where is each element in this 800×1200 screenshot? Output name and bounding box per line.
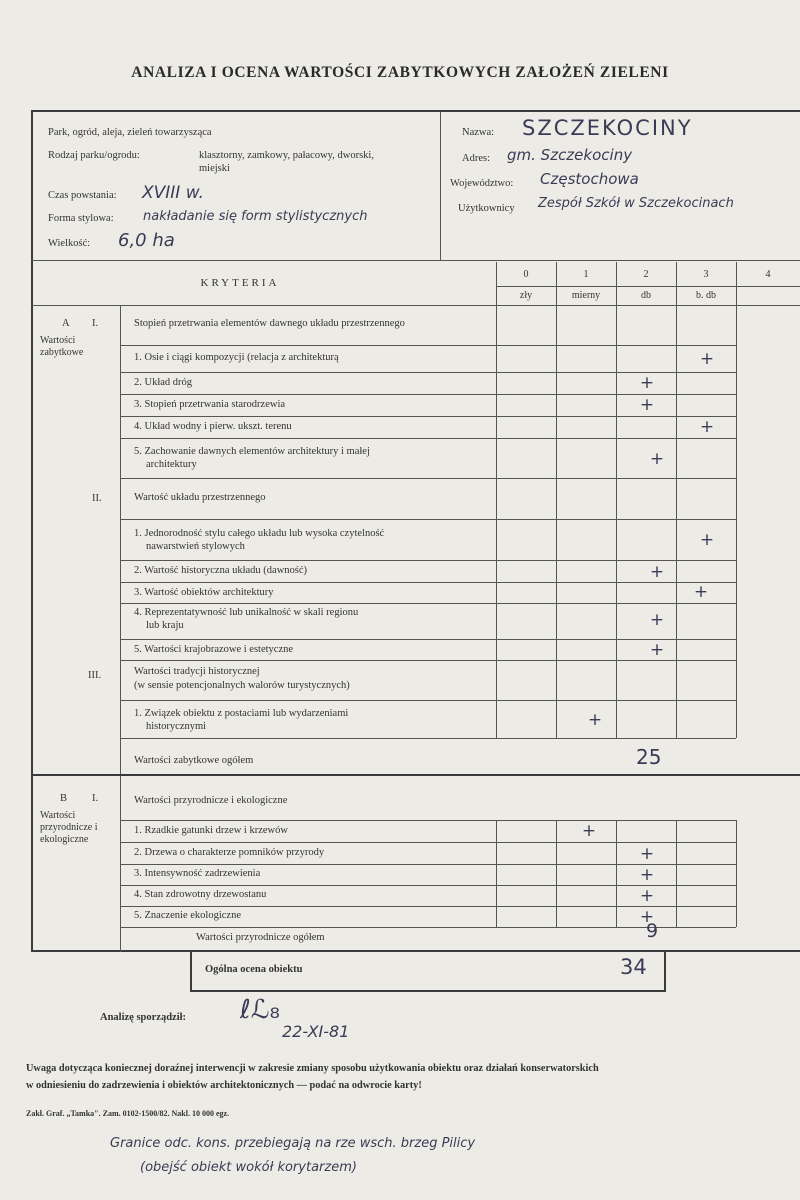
label-column-line (120, 305, 121, 952)
row-line (120, 438, 736, 439)
col-line-3 (676, 262, 677, 738)
score-label-0: zły (519, 290, 533, 301)
col-line-b4 (736, 820, 737, 927)
row-1-5: 5. Zachowanie dawnych elementów architektury i małej (134, 446, 370, 457)
score-1: 1 (583, 269, 589, 280)
row-line (120, 842, 736, 843)
row-1-1: 1. Osie i ciągi kompozycji (relacja z architekturą (134, 352, 339, 363)
wielkosc-value: 6,0 ha (118, 230, 175, 251)
group-1-title: Stopień przetrwania elementów dawnego układu przestrzennego (134, 318, 405, 329)
mark-row-b-1: + (581, 821, 597, 841)
row-2-1: 1. Jednorodność stylu całego układu lub wysoka czytelność (134, 528, 385, 539)
col-line-0 (496, 262, 497, 738)
zabytkowe-total-label: Wartości zabytkowe ogółem (134, 755, 254, 766)
section-divider (31, 774, 800, 776)
section-a-letter: A (62, 318, 70, 329)
row-line (120, 660, 736, 661)
section-a-roman-3: III. (88, 670, 102, 681)
row-line (120, 927, 736, 928)
adres-value: gm. Szczekociny (507, 146, 633, 164)
score-label-3: b. db (696, 290, 716, 301)
wojewodztwo-label: Województwo: (450, 178, 514, 189)
print-info: Zakł. Graf. „Tamka". Zam. 0102-1500/82. Nakl. 10 000 egz. (26, 1109, 230, 1118)
score-3: 3 (703, 269, 709, 280)
forma-label: Forma stylowa: (48, 213, 114, 224)
score-label-1: mierny (571, 290, 601, 301)
nazwa-value: SZCZEKOCINY (522, 116, 693, 140)
wojewodztwo-value: Częstochowa (540, 170, 639, 188)
row-b-2: 2. Drzewa o charakterze pomników przyrody (134, 847, 325, 858)
rodzaj-label: Rodzaj parku/ogrodu: (48, 150, 140, 161)
row-2-1b: nawarstwień stylowych (146, 541, 245, 552)
mark-row-2-2: + (649, 562, 665, 582)
row-1-2: 2. Układ dróg (134, 377, 193, 388)
row-3-1: 1. Związek obiektu z postaciami lub wydarzeniami (134, 708, 349, 719)
ogolna-label: Ogólna ocena obiektu (205, 964, 303, 975)
col-line-2 (616, 262, 617, 738)
czas-label: Czas powstania: (48, 190, 117, 201)
signature-mark: ℓℒ₈ (240, 995, 280, 1025)
row-b-3: 3. Intensywność zadrzewienia (134, 868, 261, 879)
col-line-1 (556, 262, 557, 738)
row-line (120, 582, 736, 583)
uzytkownicy-value: Zespół Szkół w Szczekocinach (538, 196, 734, 211)
mark-row-b-3: + (639, 865, 655, 885)
header-divider (440, 112, 441, 260)
signature-date: 22-XI-81 (282, 1022, 350, 1041)
mark-row-1-1: + (699, 349, 715, 369)
uwaga-line-1: Uwaga dotycząca koniecznej doraźnej interwencji w zakresie zmiany sposobu użytkowania obiektu oraz działań konserwatorskich (26, 1063, 599, 1074)
col-line-b1 (556, 820, 557, 927)
row-2-4: 4. Reprezentatywność lub unikalność w skali regionu (134, 607, 359, 618)
score-header-divider (496, 286, 800, 287)
page-title: ANALIZA I OCENA WARTOŚCI ZABYTKOWYCH ZAŁOŻEŃ ZIELENI (131, 64, 669, 81)
row-line (120, 700, 736, 701)
row-b-1: 1. Rzadkie gatunki drzew i krzewów (134, 825, 288, 836)
mark-row-2-3: + (693, 582, 709, 602)
row-line (120, 416, 736, 417)
score-2: 2 (643, 269, 649, 280)
section-a-name: Wartości zabytkowe (40, 335, 84, 358)
section-b-letter: B (60, 793, 68, 804)
handwritten-note-2: (obejść obiekt wokół korytarzem) (140, 1160, 357, 1175)
row-line (120, 603, 736, 604)
col-line-4 (736, 262, 737, 738)
przyrodnicze-total-value: 9 (646, 920, 659, 942)
section-a-roman-2: II. (92, 493, 102, 504)
row-1-3: 3. Stopień przetrwania starodrzewia (134, 399, 286, 410)
col-line-b0 (496, 820, 497, 927)
score-0: 0 (523, 269, 529, 280)
group-3-title: Wartości tradycji historycznej (134, 666, 260, 677)
group-3-subtitle: (w sensie potencjonalnych walorów turystycznych) (134, 680, 350, 691)
mark-row-1-4: + (699, 417, 715, 437)
row-line (120, 345, 736, 346)
row-1-5b: architektury (146, 459, 197, 470)
mark-row-1-2: + (639, 373, 655, 393)
row-line (120, 519, 736, 520)
przyrodnicze-total-label: Wartości przyrodnicze ogółem (196, 932, 325, 943)
mark-row-2-1: + (699, 530, 715, 550)
row-b-4: 4. Stan zdrowotny drzewostanu (134, 889, 267, 900)
park-label: Park, ogród, aleja, zieleń towarzysząca (48, 127, 212, 138)
mark-row-3-1: + (587, 710, 603, 730)
sporzadzil-label: Analizę sporządził: (100, 1012, 187, 1023)
section-b-name: Wartości przyrodnicze i ekologiczne (40, 810, 98, 845)
mark-row-2-5: + (649, 640, 665, 660)
group-2-title: Wartość układu przestrzennego (134, 492, 266, 503)
ogolna-value: 34 (620, 955, 647, 979)
kryteria-header: KRYTERIA (200, 277, 280, 289)
row-line (120, 820, 736, 821)
mark-row-1-5: + (649, 449, 665, 469)
czas-value: XVIII w. (142, 183, 204, 203)
uzytkownicy-label: Użytkownicy (458, 203, 515, 214)
col-line-b2 (616, 820, 617, 927)
adres-label: Adres: (462, 153, 490, 164)
row-b-5: 5. Znaczenie ekologiczne (134, 910, 241, 921)
header-bottom-line (31, 260, 800, 261)
row-3-1b: historycznymi (146, 721, 207, 732)
mark-row-b-4: + (639, 886, 655, 906)
group-b1-title: Wartości przyrodnicze i ekologiczne (134, 795, 288, 806)
nazwa-label: Nazwa: (462, 127, 495, 138)
row-2-4b: lub kraju (146, 620, 184, 631)
mark-row-1-3: + (639, 395, 655, 415)
uwaga-line-2: w odniesieniu do zadrzewienia i obiektów architektonicznych — podać na odwrocie karty! (26, 1080, 422, 1091)
row-line (120, 560, 736, 561)
section-b-roman-1: I. (92, 793, 99, 804)
row-line (120, 738, 736, 739)
row-line (120, 478, 736, 479)
header-row-line (31, 305, 800, 306)
mark-row-2-4: + (649, 610, 665, 630)
mark-row-b-5: + (639, 907, 655, 927)
mark-row-b-2: + (639, 844, 655, 864)
row-2-5: 5. Wartości krajobrazowe i estetyczne (134, 644, 294, 655)
zabytkowe-total-value: 25 (636, 745, 662, 769)
forma-value: nakładanie się form stylistycznych (143, 209, 368, 224)
row-2-3: 3. Wartość obiektów architektury (134, 587, 274, 598)
handwritten-note-1: Granice odc. kons. przebiegają na rze wsch. brzeg Pilicy (110, 1136, 476, 1151)
rodzaj-options-2: miejski (199, 163, 230, 174)
score-label-2: db (641, 290, 651, 301)
row-2-2: 2. Wartość historyczna układu (dawność) (134, 565, 308, 576)
col-line-b3 (676, 820, 677, 927)
wielkosc-label: Wielkość: (48, 238, 91, 249)
rodzaj-options: klasztorny, zamkowy, pałacowy, dworski, (199, 150, 374, 161)
score-4: 4 (765, 269, 771, 280)
section-a-roman-1: I. (92, 318, 99, 329)
row-1-4: 4. Układ wodny i pierw. ukszt. terenu (134, 421, 292, 432)
